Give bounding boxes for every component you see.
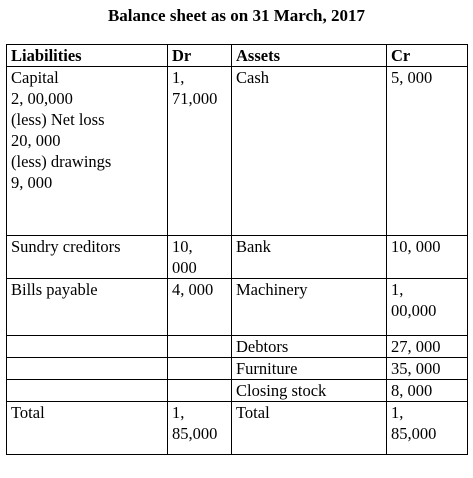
total-row	[7, 402, 468, 455]
page-title: Balance sheet as on 31 March, 2017	[107, 6, 366, 25]
dr-line: 4, 000	[172, 280, 214, 299]
liability-line: 9, 000	[11, 173, 53, 192]
cr-line: 1,	[391, 280, 404, 299]
table-row	[7, 358, 468, 380]
header-assets: Assets	[232, 45, 387, 67]
header-row	[7, 45, 468, 67]
dr-line: 85,000	[172, 424, 218, 443]
dr-line: 71,000	[172, 89, 218, 108]
table-row	[7, 279, 468, 336]
table-row	[7, 336, 468, 358]
cr-cell	[387, 380, 468, 402]
header-cr: Cr	[387, 45, 468, 67]
cr-cell	[387, 358, 468, 380]
liability-line: Bills payable	[11, 280, 98, 299]
header-liabilities: Liabilities	[7, 45, 168, 67]
dr-cell	[168, 236, 232, 279]
liability-cell	[7, 236, 168, 279]
liability-cell	[7, 380, 168, 402]
asset-cell: Furniture	[232, 358, 387, 380]
liability-line: Total	[11, 403, 45, 422]
cr-line: 10, 000	[391, 237, 441, 256]
liability-line: Capital	[11, 68, 59, 87]
cr-cell	[387, 279, 468, 336]
asset-cell: Debtors	[232, 336, 387, 358]
liability-line: Sundry creditors	[11, 237, 121, 256]
liability-cell	[7, 402, 168, 455]
cr-line: 00,000	[391, 301, 437, 320]
dr-cell	[168, 358, 232, 380]
dr-cell	[168, 336, 232, 358]
cr-line: 85,000	[391, 424, 437, 443]
cr-cell	[387, 336, 468, 358]
cr-line: 27, 000	[391, 337, 441, 356]
dr-cell	[168, 402, 232, 455]
asset-cell: Cash	[232, 67, 387, 236]
dr-line: 1,	[172, 68, 185, 87]
liability-cell	[7, 358, 168, 380]
asset-cell: Machinery	[232, 279, 387, 336]
asset-cell: Total	[232, 402, 387, 455]
dr-cell	[168, 380, 232, 402]
cr-cell	[387, 402, 468, 455]
dr-line: 000	[172, 258, 197, 277]
balance-sheet-table	[6, 44, 468, 455]
header-dr: Dr	[168, 45, 232, 67]
cr-line: 8, 000	[391, 381, 433, 400]
asset-cell: Closing stock	[232, 380, 387, 402]
dr-cell	[168, 67, 232, 236]
cr-line: 5, 000	[391, 68, 433, 87]
table-row	[7, 380, 468, 402]
cr-line: 1,	[391, 403, 404, 422]
dr-line: 1,	[172, 403, 185, 422]
asset-cell: Bank	[232, 236, 387, 279]
dr-cell	[168, 279, 232, 336]
cr-line: 35, 000	[391, 359, 441, 378]
liability-line: 20, 000	[11, 131, 61, 150]
liability-line: 2, 00,000	[11, 89, 73, 108]
liability-cell	[7, 279, 168, 336]
liability-cell	[7, 67, 168, 236]
table-row	[7, 67, 468, 236]
liability-line: (less) drawings	[11, 152, 112, 171]
cr-cell	[387, 67, 468, 236]
cr-cell	[387, 236, 468, 279]
table-row	[7, 236, 468, 279]
dr-line: 10,	[172, 237, 193, 256]
liability-line: (less) Net loss	[11, 110, 105, 129]
liability-cell	[7, 336, 168, 358]
